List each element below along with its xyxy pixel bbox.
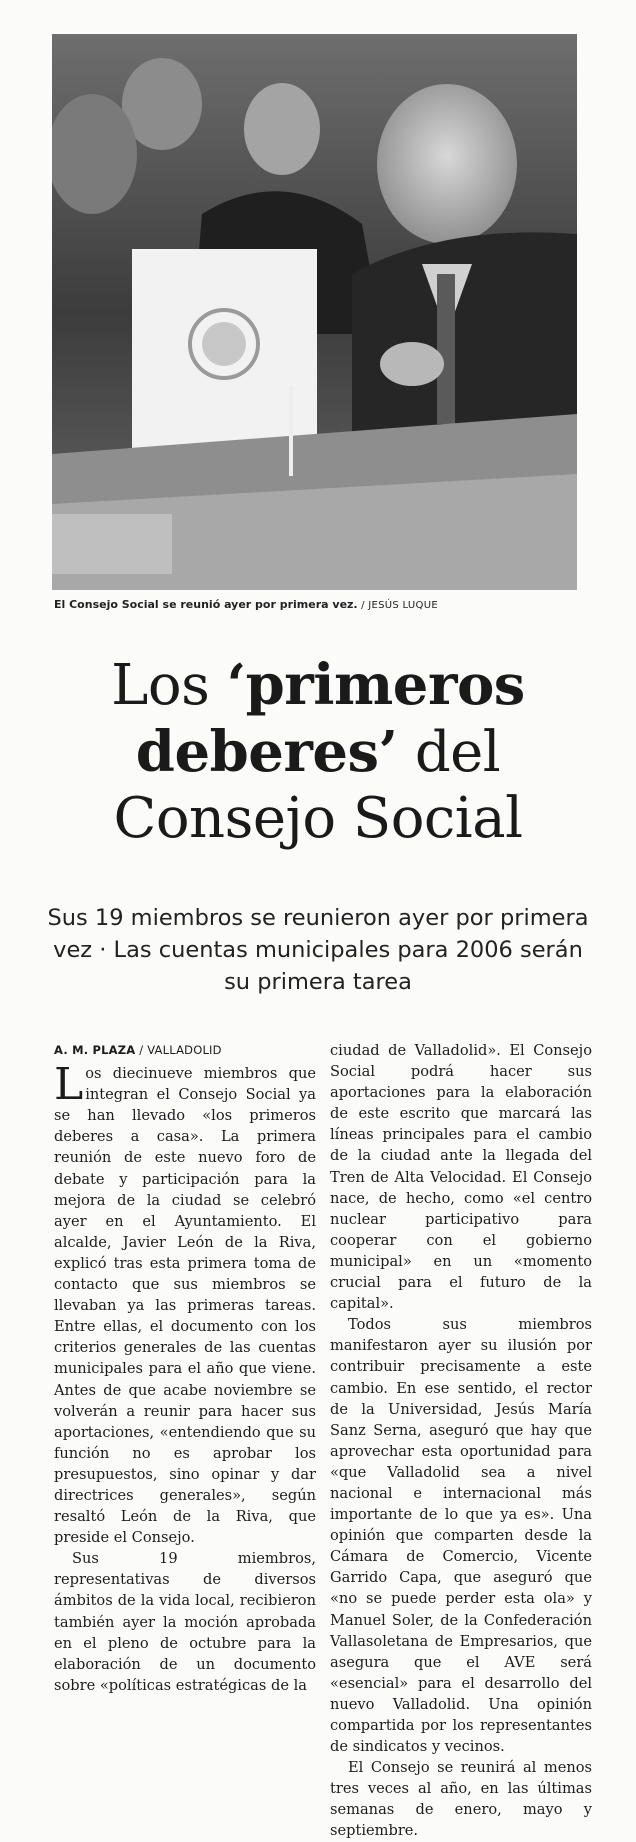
headline xyxy=(30,652,606,852)
drop-cap: L xyxy=(54,1059,84,1111)
news-photo xyxy=(52,34,577,590)
article-column-2 xyxy=(330,1040,592,1842)
headline-part-1: Los xyxy=(111,653,227,718)
headline-emphasis: ‘primeros deberes’ xyxy=(135,652,525,785)
byline xyxy=(54,1040,316,1061)
paragraph-3: Todos sus miembros manifestaron ayer su ilusión por contribuir precisamente a este cambio. En ese sentido, el rector de la Universidad, Jesús María Sanz Serna, aseguró que hay que aprovechar esta oportunidad para «que Valladolid sea a nivel nacional e internacional más importante de lo que ya es». Una opinión que comparten desde la Cámara de Comercio, Vicente Garrido Capa, que aseguró que «no se puede perder esta ola» y Manuel Soler, de la Confederación Vallasoletana de Empresarios, que asegura que el AVE será «esencial» para el desarrollo del nuevo Valladolid. Una opinión compartida por los representantes de sindicatos y vecinos. xyxy=(330,1316,592,1756)
subheadline: Sus 19 miembros se reunieron ayer por primera vez · Las cuentas municipales para 2006 serán su primera tarea xyxy=(47,905,589,995)
paragraph-2: Sus 19 miembros, representativas de diversos ámbitos de la vida local, recibieron también ayer la moción aprobada en el pleno de octubre para la elaboración de un documento sobre «políticas estratégicas de la xyxy=(54,1550,316,1694)
paragraph-2-continued: ciudad de Valladolid». El Consejo Social podrá hacer sus aportaciones para la elaboración de este escrito que marcará las líneas principales para el cambio de la ciudad ante la llegada del Tren de Alta Velocidad. El Consejo nace, de hecho, como «el centro nuclear participativo para cooperar con el gobierno municipal» en un «momento crucial para el futuro de la capital». xyxy=(330,1042,592,1313)
headline-part-3: del Consejo Social xyxy=(113,720,523,851)
paragraph-4: El Consejo se reunirá al menos tres veces al año, en las últimas semanas de enero, mayo y septiembre. xyxy=(330,1759,592,1840)
caption-text: El Consejo Social se reunió ayer por primera vez. xyxy=(54,598,358,611)
photo-illustration xyxy=(52,34,577,590)
byline-author: A. M. PLAZA xyxy=(54,1043,136,1057)
byline-location: / VALLADOLID xyxy=(135,1043,222,1057)
paragraph-1 xyxy=(54,1059,316,1548)
photo-caption xyxy=(54,598,594,611)
paragraph-1-text: os diecinueve miembros que integran el Consejo Social ya se han llevado «los primeros deberes a casa». La primera reunión de este nuevo foro de debate y participación para la mejora de la ciudad se celebró ayer en el Ayuntamiento. El alcalde, Javier León de la Riva, explicó tras esta primera toma de contacto que sus miembros se llevaban ya las primeras tareas. Entre ellas, el documento con los criterios generales de las cuentas municipales para el año que viene. Antes de que acabe noviembre se volverán a reunir para hacer sus aportaciones, «entendiendo que su función no es aprobar los presupuestos, sino opinar y dar directrices generales», según resaltó León de la Riva, que preside el Consejo. xyxy=(54,1065,316,1547)
article-column-1 xyxy=(54,1040,316,1696)
photo-credit: / JESÚS LUQUE xyxy=(361,600,438,611)
